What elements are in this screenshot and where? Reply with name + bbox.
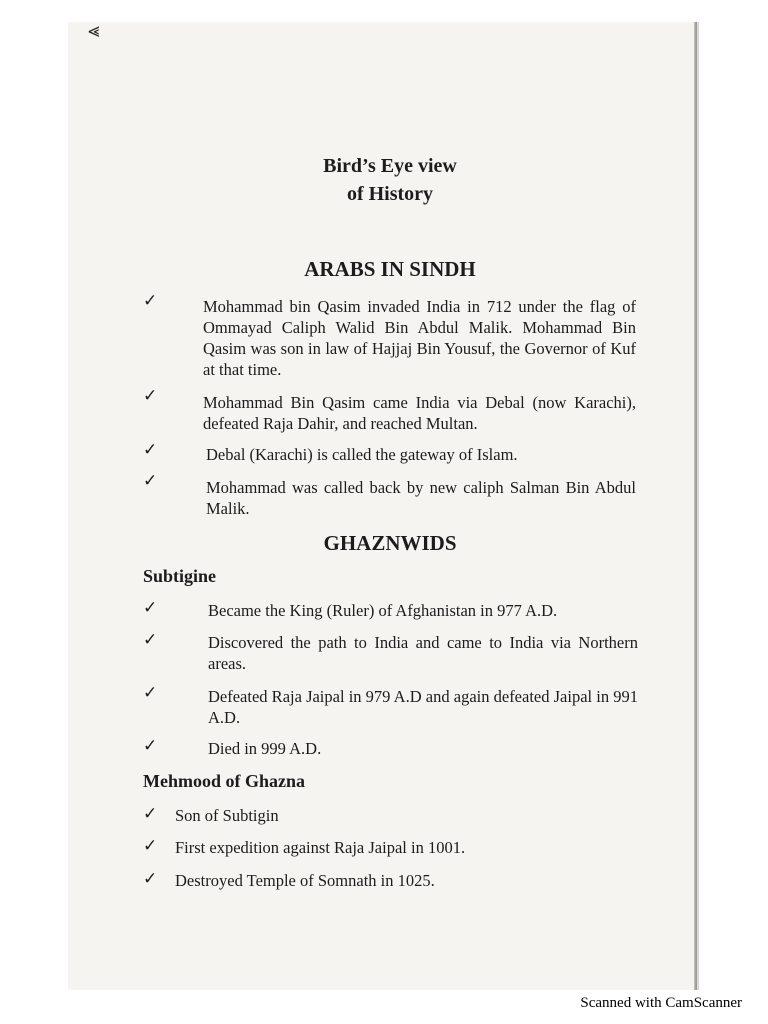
subtigine-item-2: Discovered the path to India and came to India via Northern areas. bbox=[208, 633, 638, 673]
mehmood-item-2: First expedition against Raja Jaipal in 1001. bbox=[175, 838, 466, 857]
check-icon: ✓ bbox=[143, 440, 158, 459]
page-edge-shadow bbox=[694, 22, 698, 990]
section-heading-ghaznwids: GHAZNWIDS bbox=[323, 531, 457, 555]
arabs-item-2: Mohammad Bin Qasim came India via Debal (now Karachi), defeated Raja Dahir, and reached Multan. bbox=[203, 393, 636, 433]
arabs-item-3: Debal (Karachi) is called the gateway of Islam. bbox=[206, 445, 518, 464]
check-icon: ✓ bbox=[143, 736, 158, 755]
document-title-line2: of History bbox=[346, 183, 434, 205]
subheading-subtigine: Subtigine bbox=[143, 566, 217, 586]
check-icon: ✓ bbox=[143, 869, 158, 888]
check-icon: ✓ bbox=[143, 804, 158, 823]
check-icon: ✓ bbox=[143, 291, 158, 310]
document-title-line1: Bird’s Eye view bbox=[323, 155, 457, 177]
mehmood-item-3: Destroyed Temple of Somnath in 1025. bbox=[175, 871, 435, 890]
arabs-item-4: Mohammad was called back by new caliph Salman Bin Abdul Malik. bbox=[206, 478, 636, 518]
corner-pen-mark: ⪡ bbox=[88, 20, 100, 42]
check-icon: ✓ bbox=[143, 836, 158, 855]
check-icon: ✓ bbox=[143, 471, 158, 490]
subheading-mehmood: Mehmood of Ghazna bbox=[143, 771, 305, 791]
section-heading-arabs: ARABS IN SINDH bbox=[304, 257, 476, 281]
arabs-item-1: Mohammad bin Qasim invaded India in 712 under the flag of Ommayad Caliph Walid Bin Abdul Malik. Mohammad Bin Qasim was son in law of Hajjaj Bin Yousuf, the Governor of Kuf at that time. bbox=[203, 297, 636, 379]
scanner-watermark: Scanned with CamScanner bbox=[580, 995, 742, 1011]
subtigine-item-3: Defeated Raja Jaipal in 979 A.D and again defeated Jaipal in 991 A.D. bbox=[208, 687, 638, 727]
check-icon: ✓ bbox=[143, 598, 158, 617]
check-icon: ✓ bbox=[143, 630, 158, 649]
subtigine-item-1: Became the King (Ruler) of Afghanistan in 977 A.D. bbox=[208, 601, 558, 620]
check-icon: ✓ bbox=[143, 386, 158, 405]
mehmood-item-1: Son of Subtigin bbox=[175, 806, 279, 825]
check-icon: ✓ bbox=[143, 683, 158, 702]
subtigine-item-4: Died in 999 A.D. bbox=[208, 739, 322, 758]
